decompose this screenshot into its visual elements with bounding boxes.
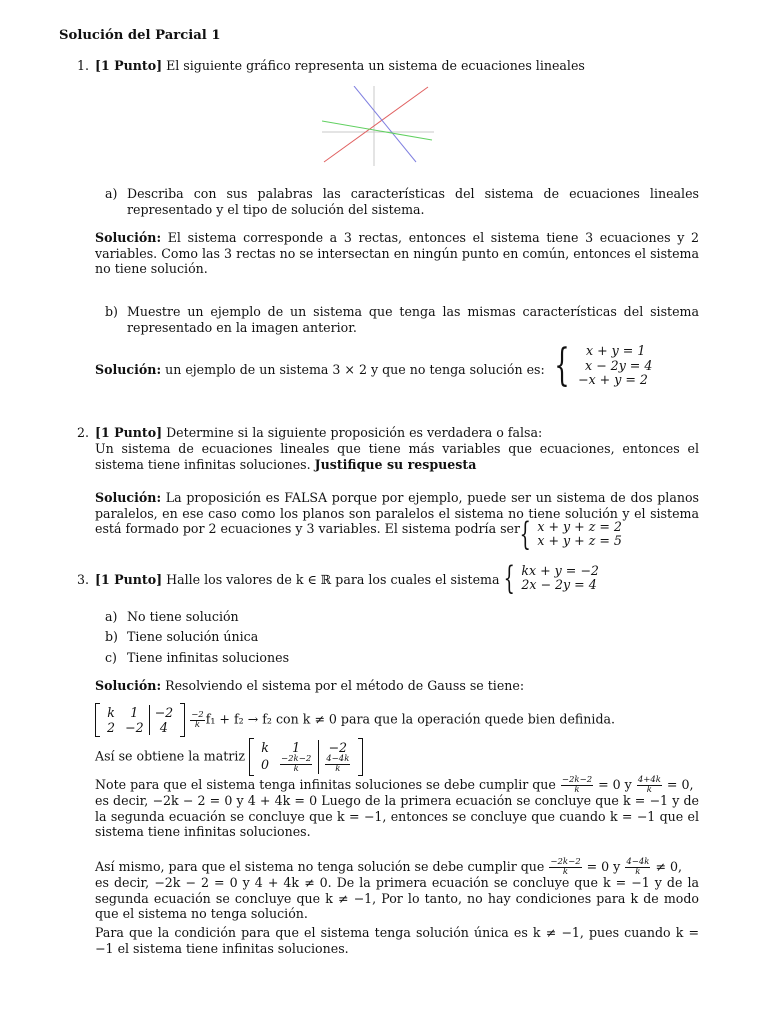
m1-r1-c3: −2 [149, 705, 178, 720]
q2-system-equations [537, 520, 622, 549]
lines-graph [322, 86, 434, 166]
m2-intro: Así se obtiene la matriz [95, 748, 245, 764]
q1-points: [1 Punto] [95, 58, 163, 73]
q1b-label: b) [105, 304, 118, 319]
q3a-label: a) [105, 609, 118, 624]
m2-r2-c2-den: k [293, 764, 299, 774]
graph-line-blue [354, 86, 416, 162]
q2-stem-text: Determine si la siguiente proposición es verdadera o falsa: [162, 425, 543, 440]
q2-system-brace: { [519, 515, 531, 553]
q1a-solution-label: Solución: [95, 230, 162, 245]
m2-r2-c3-den: k [335, 764, 341, 774]
q3b-label: b) [105, 629, 118, 644]
p1-frac-2-den: k [646, 785, 652, 795]
q3-unique-solution: Para que la condición para que el sistema tenga solución única es k ≠ −1, pues cuando k = −1 el sistema tiene infinitas soluciones. [95, 925, 699, 956]
q2-justify: Justifique su respuesta [314, 456, 477, 472]
q1b-eq-1: x + y = 1 [586, 343, 646, 359]
m2-r1-c3: −2 [319, 740, 357, 755]
row-op-den: k [194, 719, 201, 730]
q1b-system-equations [578, 344, 652, 388]
row-op-text: f₁ + f₂ → f₂ con k ≠ 0 para que la operación quede bien definida. [205, 711, 616, 727]
q2-eq-1: x + y + z = 2 [537, 518, 622, 534]
q2-statement [95, 441, 699, 472]
m2-r2-c3-num: 4−4k [326, 754, 350, 764]
m2-r2-c2 [274, 755, 319, 774]
p2-frac-2-den: k [635, 867, 641, 877]
q3-system-brace: { [503, 559, 515, 597]
q3-solution-label: Solución: [95, 678, 162, 693]
p1-frac-2-num: 4+4k [637, 775, 661, 785]
q1b-eq-3: −x + y = 2 [578, 372, 648, 388]
q1a-label: a) [105, 186, 118, 201]
q2-solution-text: La proposición es FALSA porque por ejemplo, puede ser un sistema de dos planos paralelos, en ese caso como los planos son paralelos el sistema no tiene solución y el sistema está formado por 2 ecuaciones y 3 variables. El sistema podría ser [95, 490, 699, 536]
q3-points: [1 Punto] [95, 572, 163, 587]
page-title: Solución del Parcial 1 [59, 28, 221, 43]
augmented-matrix-1 [95, 705, 185, 735]
q3c-text: Tiene infinitas soluciones [127, 650, 290, 665]
q2-points: [1 Punto] [95, 425, 163, 440]
q1b-eq-2: x − 2y = 4 [585, 357, 653, 373]
q3-gauss-step [95, 705, 615, 735]
q1b-solution-label: Solución: [95, 362, 162, 377]
q2-system [518, 515, 622, 553]
p1-text-b: = 0 y [594, 777, 636, 792]
q3-solution-text: Resolviendo el sistema por el método de Gauss se tiene: [161, 678, 525, 693]
q3-eq-2: 2x − 2y = 4 [521, 577, 597, 592]
q3-system [502, 559, 599, 597]
q2-solution-label: Solución: [95, 490, 162, 505]
q3c-label: c) [105, 650, 117, 665]
q3-eq-1: kx + y = −2 [521, 562, 599, 578]
q3-nosolution-rest: es decir, −2k − 2 = 0 y 4 + 4k ≠ 0. De la primera ecuación se concluye que k = −1 y de la segunda ecuación se concluye que k ≠ −1, Por lo tanto, no hay condiciones para k de modo que el sistema no tenga solución. [95, 875, 699, 921]
q3-infinite-rest: es decir, −2k − 2 = 0 y 4 + 4k = 0 Luego de la primera ecuación se concluye que k = −1 y de la segunda ecuación se concluye que k = −1, entonces se concluye que cuando k = −1 que el sistema tiene infinitas soluciones. [95, 793, 699, 839]
q3b-text: Tiene solución única [127, 629, 259, 644]
q1-stem-text: El siguiente gráfico representa un sistema de ecuaciones lineales [162, 58, 585, 73]
q3a-text: No tiene solución [127, 609, 239, 624]
q3-number: 3. [77, 572, 90, 587]
m2-r1-c1: k [261, 740, 269, 755]
p2-text-c: ≠ 0, [651, 859, 682, 874]
q3-stem [95, 572, 499, 588]
q1-stem [95, 58, 705, 74]
p2-text-b: = 0 y [582, 859, 625, 874]
p1-frac-1-num: −2k−2 [561, 775, 593, 785]
q3-matrix-2-line [95, 740, 363, 774]
m1-r1-c1: k [107, 705, 115, 720]
m1-r2-c1: 2 [107, 720, 116, 735]
q2-eq-2: x + y + z = 5 [537, 533, 622, 548]
q1b-text: Muestre un ejemplo de un sistema que tenga las mismas características del sistema representado en la imagen anterior. [127, 304, 699, 335]
q3-stem-text: Halle los valores de k ∈ ℝ para los cuales el sistema [162, 572, 500, 587]
q2-stem [95, 425, 705, 441]
p2-frac-1-num: −2k−2 [550, 857, 581, 867]
p1-text-a: Note para que el sistema tenga infinitas soluciones se debe cumplir que [95, 777, 556, 792]
q1a-solution [95, 230, 699, 277]
m2-r2-c1: 0 [261, 757, 270, 772]
q2-number: 2. [77, 425, 90, 440]
q1b-system [551, 340, 653, 391]
q2-statement-text: Un sistema de ecuaciones lineales que tiene más variables que ecuaciones, entonces el sistema tiene infinitas soluciones. [95, 441, 699, 472]
m1-r2-c3: 4 [149, 720, 178, 735]
m2-r2-c3 [319, 755, 357, 774]
p2-frac-1-den: k [562, 867, 569, 877]
m2-r1-c2: 1 [292, 740, 301, 755]
q1a-solution-text: El sistema corresponde a 3 rectas, entonces el sistema tiene 3 ecuaciones y 2 variables. Como las 3 rectas no se intersectan en ningún punto en común, entonces el sistema no tiene solución. [95, 230, 699, 276]
augmented-matrix-2 [249, 740, 363, 774]
q1b-system-brace: { [554, 340, 570, 391]
m2-r2-c2-num: −2k−2 [281, 754, 312, 764]
row-op-fraction [190, 711, 205, 730]
q3-solution-intro [95, 678, 705, 694]
p2-frac-2-num: 4−4k [626, 857, 650, 867]
p2-text-a: Así mismo, para que el sistema no tenga solución se debe cumplir que [95, 859, 545, 874]
q1a-text: Describa con sus palabras las características del sistema de ecuaciones lineales representado y el tipo de solución del sistema. [127, 186, 699, 217]
q3-system-equations [521, 564, 599, 593]
q1-number: 1. [77, 58, 90, 73]
m1-r2-c2: −2 [125, 720, 144, 735]
m1-r1-c2: 1 [130, 705, 139, 720]
q1b-solution-text: un ejemplo de un sistema 3 × 2 y que no tenga solución es: [161, 362, 545, 377]
q1b-solution [95, 362, 545, 378]
p1-frac-1-den: k [574, 785, 580, 795]
row-op-num: −2 [191, 709, 204, 720]
p1-text-c: = 0, [662, 777, 694, 792]
